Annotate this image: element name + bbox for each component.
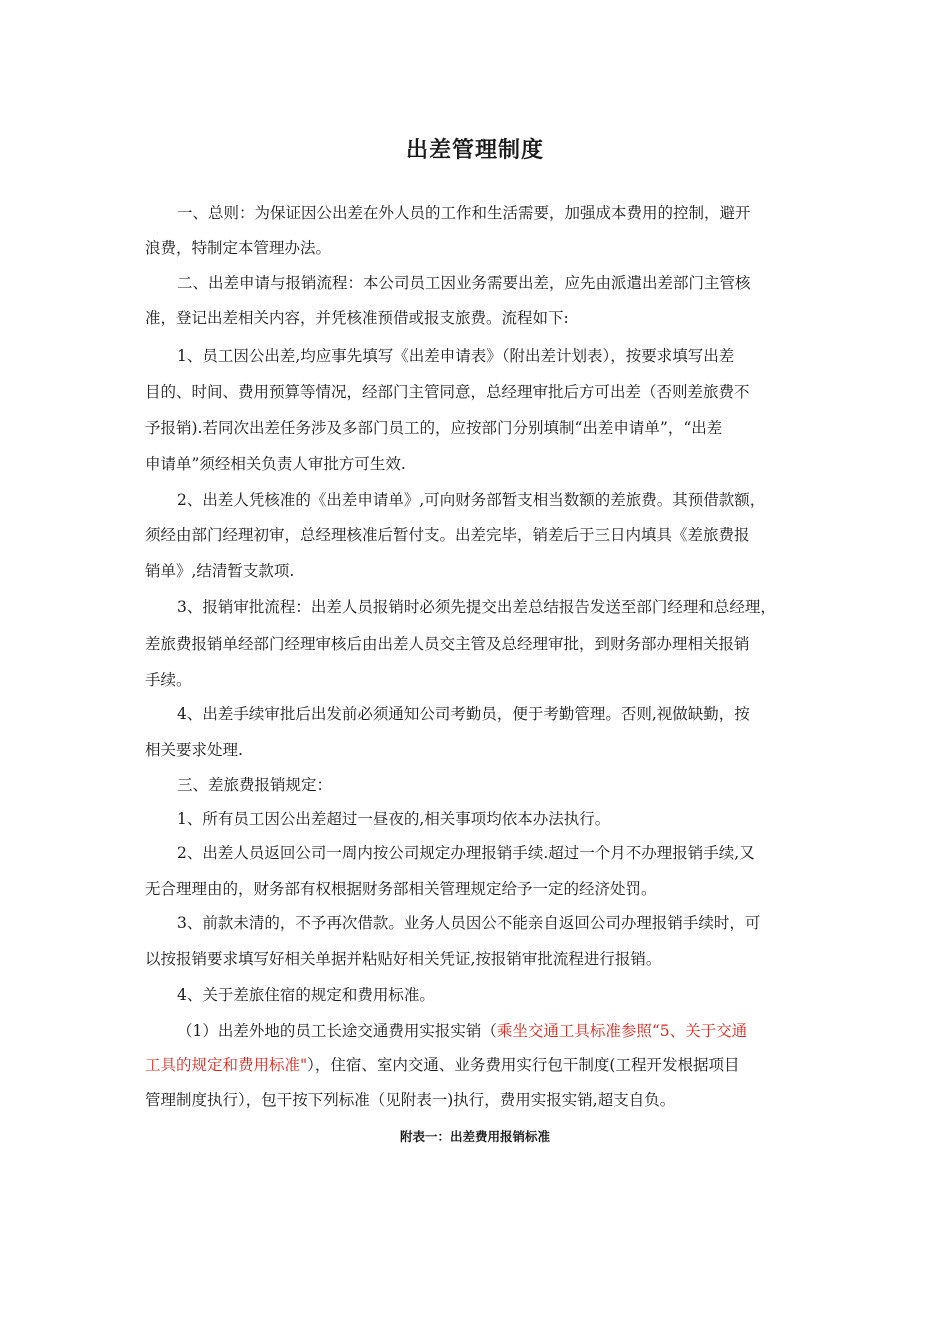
paragraph-line: 以按报销要求填写好相关单据并粘贴好相关凭证,按报销审批流程进行报销。 — [145, 950, 662, 968]
paragraph-line: 1、员工因公出差,均应事先填写《出差申请表》（附出差计划表），按要求填写出差 — [177, 347, 735, 365]
paragraph-line: 3、前款未清的，不予再次借款。业务人员因公不能亲自返回公司办理报销手续时，可 — [177, 914, 761, 932]
paragraph-line: 销单》,结清暂支款项. — [145, 562, 295, 580]
document-title: 出差管理制度 — [405, 138, 544, 163]
paragraph-line: 目的、时间、费用预算等情况，经部门主管同意，总经理审批后方可出差（否则差旅费不 — [145, 383, 750, 401]
paragraph-line: 2、出差人员返回公司一周内按公司规定办理报销手续.超过一个月不办理报销手续,又 — [177, 844, 755, 862]
paragraph-line: 手续。 — [145, 671, 192, 689]
paragraph-line: 管理制度执行），包干按下列标准（见附表一)执行，费用实报实销,超支自负。 — [145, 1091, 676, 1109]
paragraph-line: 4、出差手续审批后出发前必须通知公司考勤员，便于考勤管理。否则,视做缺勤，按 — [177, 705, 750, 723]
paragraph-line — [145, 1055, 739, 1075]
paragraph-line: 予报销).若同次出差任务涉及多部门员工的，应按部门分别填制“出差申请单”，“出差 — [145, 419, 723, 437]
paragraph-line: 3、报销审批流程：出差人员报销时必须先提交出差总结报告发送至部门经理和总经理， — [177, 598, 776, 616]
highlighted-text: 乘坐交通工具标准参照“5、关于交通 — [496, 1022, 748, 1040]
paragraph-line — [177, 1021, 747, 1041]
paragraph-line: 一、总则：为保证因公出差在外人员的工作和生活需要，加强成本费用的控制，避开 — [177, 204, 751, 222]
paragraph-line: 无合理理由的，财务部有权根据财务部相关管理规定给予一定的经济处罚。 — [145, 880, 657, 898]
paragraph-line: 4、关于差旅住宿的规定和费用标准。 — [177, 986, 435, 1004]
paragraph-line: 申请单”须经相关负责人审批方可生效. — [145, 455, 406, 473]
highlighted-text: 工具的规定和费用标准" — [145, 1056, 308, 1074]
paragraph-line: 1、所有员工因公出差超过一昼夜的,相关事项均依本办法执行。 — [177, 810, 611, 828]
text-run: （1）出差外地的员工长途交通费用实报实销（ — [177, 1022, 497, 1040]
paragraph-line: 相关要求处理. — [145, 741, 243, 759]
text-run: ），住宿、室内交通、业务费用实行包干制度(工程开发根据项目 — [307, 1056, 740, 1074]
section-heading: 三、差旅费报销规定： — [177, 776, 333, 794]
paragraph-line: 二、出差申请与报销流程：本公司员工因业务需要出差，应先由派遣出差部门主管核 — [177, 274, 751, 292]
table-caption: 附表一：出差费用报销标准 — [399, 1129, 550, 1144]
paragraph-line: 须经由部门经理初审，总经理核准后暂付支。出差完毕，销差后于三日内填具《差旅费报 — [145, 526, 750, 544]
paragraph-line: 差旅费报销单经部门经理审核后由出差人员交主管及总经理审批，到财务部办理相关报销 — [145, 635, 750, 653]
paragraph-line: 浪费，特制定本管理办法。 — [145, 239, 332, 257]
paragraph-line: 准，登记出差相关内容，并凭核准预借或报支旅费。流程如下: — [145, 309, 569, 327]
paragraph-line: 2、出差人凭核准的《出差申请单》,可向财务部暂支相当数额的差旅费。其预借款额， — [177, 491, 766, 509]
